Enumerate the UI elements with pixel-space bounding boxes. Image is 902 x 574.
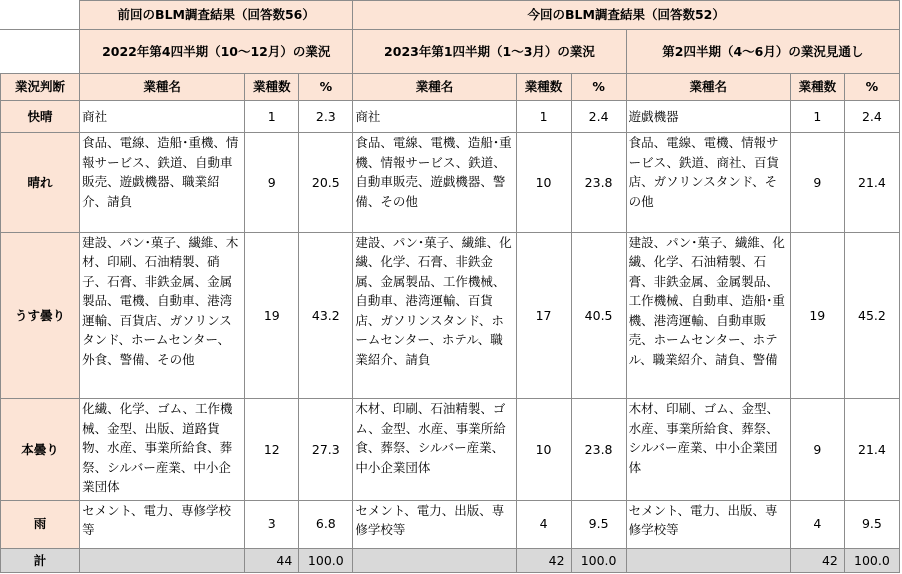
next-industry-count: 19: [790, 232, 844, 399]
prev-col-count-header: 業種数: [245, 74, 299, 100]
table-row: [1, 133, 900, 233]
next-total-blank: [626, 548, 790, 572]
curr-total-blank: [353, 548, 516, 572]
prev-industry-names: 商社: [80, 100, 245, 133]
total-row: [1, 548, 900, 572]
col-judgment-header: 業況判断: [1, 74, 80, 100]
curr-industry-names: 建設、パン･菓子、繊維、化繊、化学、石膏、非鉄金属、金属製品、工作機械、自動車、港湾運輸、百貨店、ガソリンスタンド、ホームセンター、ホテル、職業紹介、請負: [353, 232, 516, 399]
next-industry-names: 遊戯機器: [626, 100, 790, 133]
next-col-count-header: 業種数: [790, 74, 844, 100]
prev-industry-pct: 27.3: [299, 399, 353, 501]
category-label: うす曇り: [1, 232, 80, 399]
curr-industry-names: 商社: [353, 100, 516, 133]
prev-industry-count: 12: [245, 399, 299, 501]
curr-industry-pct: 23.8: [571, 399, 626, 501]
curr-col-names-header: 業種名: [353, 74, 516, 100]
next-industry-count: 9: [790, 133, 844, 233]
next-industry-names: 食品、電線、電機、情報サービス、鉄道、商社、百貨店、ガソリンスタンド、その他: [626, 133, 790, 233]
next-industry-names: 木材、印刷、ゴム、金型、水産、事業所給食、葬祭、シルバー産業、中小企業団体: [626, 399, 790, 501]
prev-industry-names: 建設、パン･菓子、繊維、木材、印刷、石油精製、硝子、石膏、非鉄金属、金属製品、電機、自動車、港湾運輸、百貨店、ガソリンスタンド、ホームセンター、外食、警備、その他: [80, 232, 245, 399]
next-total-count: 42: [790, 548, 844, 572]
next-industry-pct: 21.4: [844, 399, 899, 501]
category-label: 晴れ: [1, 133, 80, 233]
prev-industry-pct: 2.3: [299, 100, 353, 133]
prev-industry-pct: 20.5: [299, 133, 353, 233]
category-label: 雨: [1, 500, 80, 548]
next-industry-count: 9: [790, 399, 844, 501]
prev-industry-count: 9: [245, 133, 299, 233]
curr-industry-count: 17: [516, 232, 571, 399]
table-row: [1, 399, 900, 501]
prev-industry-names: 化繊、化学、ゴム、工作機械、金型、出版、道路貨物、水産、事業所給食、葬祭、シルバー産業、中小企業団体: [80, 399, 245, 501]
prev-total-blank: [80, 548, 245, 572]
next-col-pct-header: %: [844, 74, 899, 100]
prev-col-pct-header: %: [299, 74, 353, 100]
curr-col-pct-header: %: [571, 74, 626, 100]
curr-industry-pct: 40.5: [571, 232, 626, 399]
category-label: 快晴: [1, 100, 80, 133]
category-label: 本曇り: [1, 399, 80, 501]
next-total-pct: 100.0: [844, 548, 899, 572]
curr-industry-pct: 23.8: [571, 133, 626, 233]
curr-total-pct: 100.0: [571, 548, 626, 572]
prev-industry-pct: 43.2: [299, 232, 353, 399]
curr-industry-pct: 2.4: [571, 100, 626, 133]
corner-blank-2: [1, 30, 80, 74]
next-industry-count: 1: [790, 100, 844, 133]
total-label: 計: [1, 548, 80, 572]
curr-col-count-header: 業種数: [516, 74, 571, 100]
prev-industry-names: セメント、電力、専修学校等: [80, 500, 245, 548]
curr-industry-names: 食品、電線、電機、造船･重機、情報サービス、鉄道、自動車販売、遊戯機器、警備、その他: [353, 133, 516, 233]
next-industry-count: 4: [790, 500, 844, 548]
prev-industry-count: 1: [245, 100, 299, 133]
prev-industry-count: 3: [245, 500, 299, 548]
prev-industry-names: 食品、電線、造船･重機、情報サービス、鉄道、自動車販売、遊戯機器、職業紹介、請負: [80, 133, 245, 233]
next-industry-pct: 21.4: [844, 133, 899, 233]
next-industry-names: 建設、パン･菓子、繊維、化繊、化学、石油精製、石膏、非鉄金属、金属製品、工作機械、自動車、造船･重機、港湾運輸、自動車販売、ホームセンター、ホテル、職業紹介、請負、警備: [626, 232, 790, 399]
prev-col-names-header: 業種名: [80, 74, 245, 100]
table-row: [1, 232, 900, 399]
curr-industry-names: セメント、電力、出版、専修学校等: [353, 500, 516, 548]
prev-total-pct: 100.0: [299, 548, 353, 572]
curr-industry-count: 1: [516, 100, 571, 133]
next-period-header: 第2四半期（4～6月）の業況見通し: [626, 30, 899, 74]
prev-survey-header: 前回のBLM調査結果（回答数56）: [80, 1, 353, 30]
prev-total-count: 44: [245, 548, 299, 572]
corner-blank: [1, 1, 80, 30]
prev-industry-count: 19: [245, 232, 299, 399]
curr-industry-count: 4: [516, 500, 571, 548]
next-industry-names: セメント、電力、出版、専修学校等: [626, 500, 790, 548]
curr-survey-header: 今回のBLM調査結果（回答数52）: [353, 1, 900, 30]
next-industry-pct: 2.4: [844, 100, 899, 133]
prev-period-header: 2022年第4四半期（10～12月）の業況: [80, 30, 353, 74]
table-row: [1, 500, 900, 548]
curr-industry-pct: 9.5: [571, 500, 626, 548]
curr-total-count: 42: [516, 548, 571, 572]
next-col-names-header: 業種名: [626, 74, 790, 100]
next-industry-pct: 45.2: [844, 232, 899, 399]
curr-industry-count: 10: [516, 399, 571, 501]
curr-industry-names: 木材、印刷、石油精製、ゴム、金型、水産、事業所給食、葬祭、シルバー産業、中小企業団体: [353, 399, 516, 501]
curr-industry-count: 10: [516, 133, 571, 233]
table-row: [1, 100, 900, 133]
curr-period-header: 2023年第1四半期（1～3月）の業況: [353, 30, 626, 74]
next-industry-pct: 9.5: [844, 500, 899, 548]
prev-industry-pct: 6.8: [299, 500, 353, 548]
